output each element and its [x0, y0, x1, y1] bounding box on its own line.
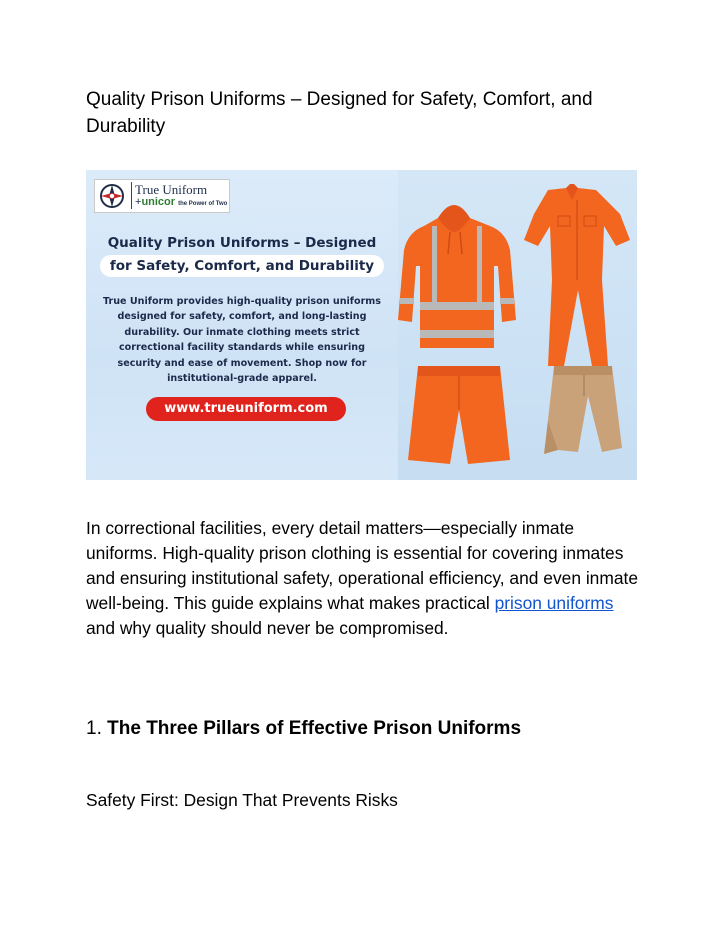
brand-logo: [94, 179, 230, 213]
hero-banner-image: [86, 170, 637, 480]
garments-illustration: [398, 170, 637, 480]
section-title: The Three Pillars of Effective Prison Uniforms: [107, 718, 522, 739]
orange-hoodie-icon: [398, 205, 516, 348]
intro-paragraph: [86, 516, 646, 641]
logo-brand-name: True Uniform: [135, 182, 208, 197]
banner-heading-line-1: Quality Prison Uniforms – Designed: [107, 235, 377, 251]
prison-uniforms-link[interactable]: prison uniforms: [494, 593, 614, 613]
banner-heading-line-2: for Safety, Comfort, and Durability: [100, 255, 384, 277]
intro-text-before: In correctional facilities, every detail matters—especially inmate uniforms. High-quality prison clothing is essential for covering inmates and ensuring institutional safety, operational efficiency, and even inmate well-being. This guide explains what makes practical: [86, 518, 639, 613]
orange-shorts-icon: [408, 366, 510, 464]
logo-partner-line: [135, 196, 227, 208]
logo-tagline: the Power of Two: [178, 201, 228, 207]
logo-partner-name: unicor: [141, 196, 176, 208]
compass-emblem-icon: [98, 183, 126, 209]
intro-text-after: and why quality should never be compromised.: [86, 618, 449, 638]
subsection-heading: Safety First: Design That Prevents Risks: [86, 790, 398, 810]
khaki-pants-icon: [544, 366, 622, 454]
section-number: 1.: [86, 718, 102, 739]
banner-heading: [86, 232, 398, 277]
banner-body-text: True Uniform provides high-quality prison uniforms designed for safety, comfort, and long-lasting durability. Our inmate clothing meets strict correctional facility standards while ensuring security and ease of movement. Shop now for institutional-grade apparel.: [102, 296, 382, 385]
logo-divider: [131, 182, 132, 209]
section-heading-1: [86, 716, 646, 742]
logo-plus: +: [135, 196, 142, 208]
orange-jumpsuit-icon: [524, 184, 630, 366]
banner-url-badge: www.trueuniform.com: [146, 397, 346, 421]
page-title: Quality Prison Uniforms – Designed for Safety, Comfort, and Durability: [86, 89, 593, 137]
